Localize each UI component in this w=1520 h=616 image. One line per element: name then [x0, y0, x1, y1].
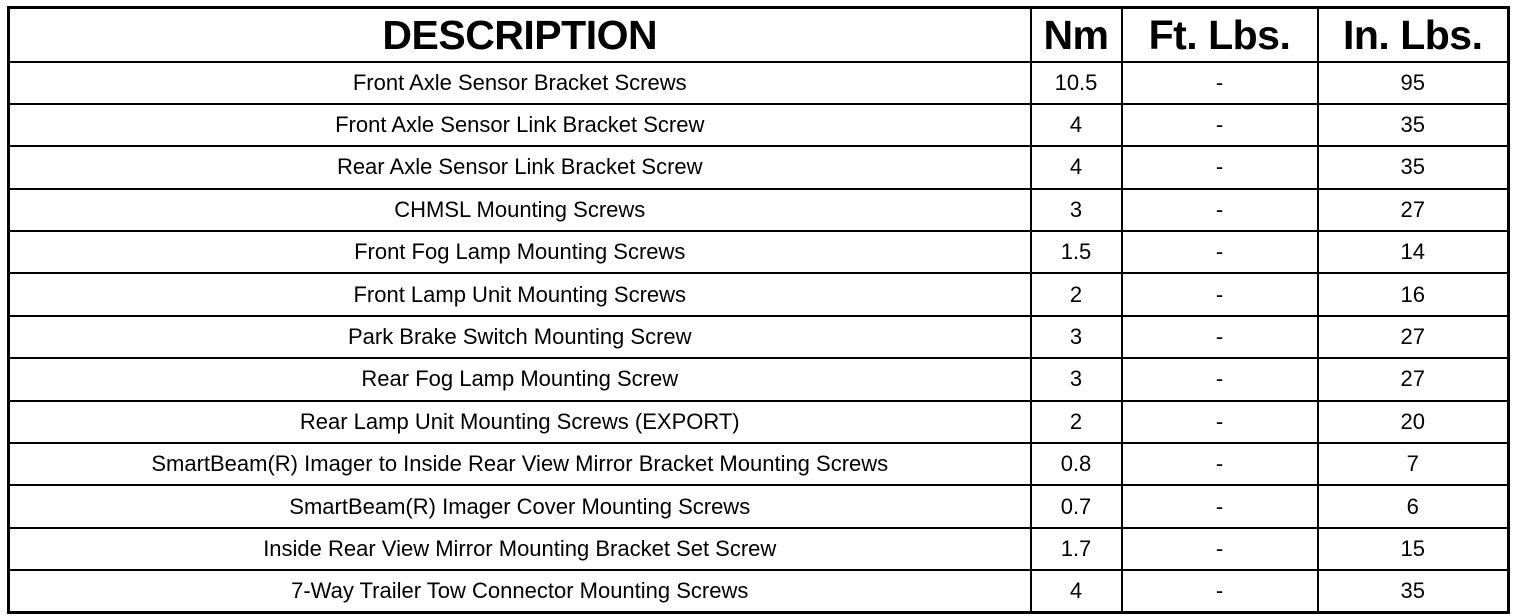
cell-ft-lbs: -	[1122, 316, 1318, 358]
cell-description: Park Brake Switch Mounting Screw	[9, 316, 1031, 358]
cell-description: Inside Rear View Mirror Mounting Bracket Set Screw	[9, 528, 1031, 570]
cell-in-lbs: 7	[1318, 443, 1509, 485]
cell-nm: 10.5	[1031, 62, 1122, 104]
cell-nm: 3	[1031, 189, 1122, 231]
table-row	[9, 570, 1509, 612]
table-row	[9, 273, 1509, 315]
header-in-lbs: In. Lbs.	[1318, 8, 1509, 62]
table-row	[9, 358, 1509, 400]
cell-ft-lbs: -	[1122, 189, 1318, 231]
cell-in-lbs: 27	[1318, 316, 1509, 358]
cell-description: Front Axle Sensor Link Bracket Screw	[9, 104, 1031, 146]
table-row	[9, 401, 1509, 443]
cell-description: Rear Fog Lamp Mounting Screw	[9, 358, 1031, 400]
cell-in-lbs: 35	[1318, 104, 1509, 146]
cell-ft-lbs: -	[1122, 485, 1318, 527]
cell-nm: 0.7	[1031, 485, 1122, 527]
cell-ft-lbs: -	[1122, 358, 1318, 400]
cell-nm: 4	[1031, 146, 1122, 188]
cell-description: Front Lamp Unit Mounting Screws	[9, 273, 1031, 315]
cell-nm: 0.8	[1031, 443, 1122, 485]
table-row	[9, 316, 1509, 358]
header-description: DESCRIPTION	[9, 8, 1031, 62]
cell-in-lbs: 35	[1318, 146, 1509, 188]
header-ft-lbs: Ft. Lbs.	[1122, 8, 1318, 62]
cell-description: CHMSL Mounting Screws	[9, 189, 1031, 231]
cell-nm: 2	[1031, 401, 1122, 443]
table-row	[9, 104, 1509, 146]
cell-description: SmartBeam(R) Imager to Inside Rear View Mirror Bracket Mounting Screws	[9, 443, 1031, 485]
table-row	[9, 62, 1509, 104]
cell-ft-lbs: -	[1122, 273, 1318, 315]
cell-nm: 3	[1031, 358, 1122, 400]
cell-in-lbs: 27	[1318, 358, 1509, 400]
torque-spec-table	[7, 6, 1510, 614]
cell-description: Front Fog Lamp Mounting Screws	[9, 231, 1031, 273]
header-row	[9, 8, 1509, 62]
table-row	[9, 485, 1509, 527]
table-row	[9, 189, 1509, 231]
cell-ft-lbs: -	[1122, 401, 1318, 443]
cell-nm: 4	[1031, 104, 1122, 146]
cell-nm: 2	[1031, 273, 1122, 315]
cell-ft-lbs: -	[1122, 104, 1318, 146]
cell-in-lbs: 16	[1318, 273, 1509, 315]
cell-in-lbs: 95	[1318, 62, 1509, 104]
cell-nm: 3	[1031, 316, 1122, 358]
cell-ft-lbs: -	[1122, 62, 1318, 104]
cell-nm: 1.5	[1031, 231, 1122, 273]
cell-ft-lbs: -	[1122, 231, 1318, 273]
cell-ft-lbs: -	[1122, 443, 1318, 485]
cell-description: SmartBeam(R) Imager Cover Mounting Screws	[9, 485, 1031, 527]
table-row	[9, 231, 1509, 273]
cell-in-lbs: 15	[1318, 528, 1509, 570]
cell-ft-lbs: -	[1122, 146, 1318, 188]
cell-description: Rear Axle Sensor Link Bracket Screw	[9, 146, 1031, 188]
cell-in-lbs: 20	[1318, 401, 1509, 443]
header-nm: Nm	[1031, 8, 1122, 62]
cell-in-lbs: 27	[1318, 189, 1509, 231]
cell-in-lbs: 14	[1318, 231, 1509, 273]
cell-description: Front Axle Sensor Bracket Screws	[9, 62, 1031, 104]
cell-ft-lbs: -	[1122, 528, 1318, 570]
cell-ft-lbs: -	[1122, 570, 1318, 612]
table-row	[9, 528, 1509, 570]
table-row	[9, 443, 1509, 485]
table-body	[9, 62, 1509, 613]
cell-nm: 4	[1031, 570, 1122, 612]
table-row	[9, 146, 1509, 188]
cell-description: Rear Lamp Unit Mounting Screws (EXPORT)	[9, 401, 1031, 443]
cell-nm: 1.7	[1031, 528, 1122, 570]
cell-in-lbs: 6	[1318, 485, 1509, 527]
cell-description: 7-Way Trailer Tow Connector Mounting Screws	[9, 570, 1031, 612]
cell-in-lbs: 35	[1318, 570, 1509, 612]
